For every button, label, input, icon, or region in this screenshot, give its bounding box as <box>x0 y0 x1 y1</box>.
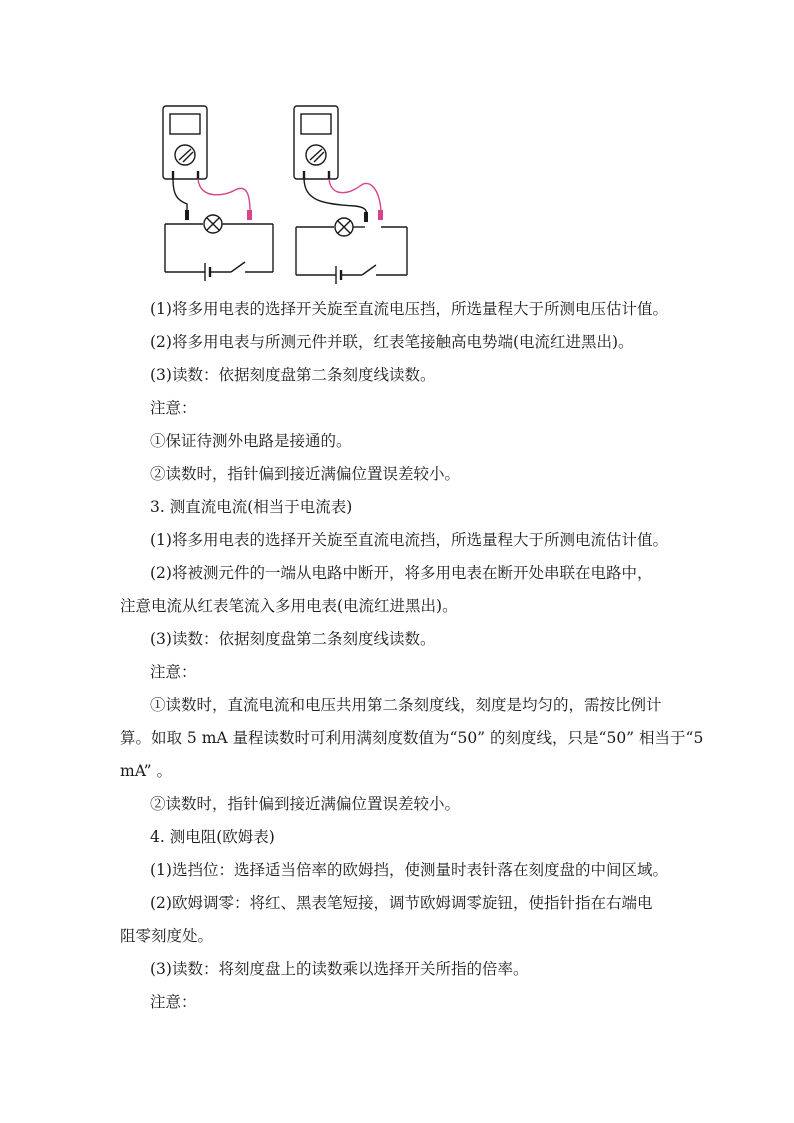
right-circuit <box>296 218 407 284</box>
right-multimeter <box>294 106 338 179</box>
resistance-step-2-line-2: 阻零刻度处。 <box>120 927 214 945</box>
resistance-step-2-line-1: (2)欧姆调零：将红、黑表笔短接，调节欧姆调零旋钮，使指针指在右端电 <box>150 894 653 912</box>
voltage-step-1: (1)将多用电表的选择开关旋至直流电压挡，所选量程大于所测电压估计值。 <box>150 300 668 318</box>
current-note-1-line-3: mA” 。 <box>120 762 172 780</box>
current-step-3: (3)读数：依据刻度盘第二条刻度线读数。 <box>150 630 436 648</box>
left-circuit <box>165 215 273 281</box>
section-heading-resistance: 4. 测电阻(欧姆表) <box>150 828 275 846</box>
left-black-probe-lead <box>173 179 187 212</box>
voltage-note-1: ①保证待测外电路是接通的。 <box>150 432 352 450</box>
current-note-1-line-2: 算。如取 5 mA 量程读数时可利用满刻度数值为“50” 的刻度线，只是“50” 相当于“5 <box>120 729 704 747</box>
multimeter-circuit-figure <box>155 100 425 285</box>
current-note-heading: 注意： <box>150 663 197 681</box>
current-note-1-line-1: ①读数时，直流电流和电压共用第二条刻度线，刻度是均匀的，需按比例计 <box>150 696 662 714</box>
current-note-2: ②读数时，指针偏到接近满偏位置误差较小。 <box>150 795 461 813</box>
voltage-note-heading: 注意： <box>150 399 197 417</box>
section-heading-current: 3. 测直流电流(相当于电流表) <box>150 498 353 516</box>
voltage-note-2: ②读数时，指针偏到接近满偏位置误差较小。 <box>150 465 461 483</box>
right-black-probe-tip <box>364 212 368 222</box>
right-red-probe-lead <box>329 179 381 212</box>
left-black-probe-tip <box>185 210 189 220</box>
current-step-2-line-2: 注意电流从红表笔流入多用电表(电流红进黑出)。 <box>120 597 458 615</box>
current-step-1: (1)将多用电表的选择开关旋至直流电流挡，所选量程大于所测电流估计值。 <box>150 531 668 549</box>
left-multimeter <box>163 106 207 179</box>
left-red-probe-lead <box>198 179 250 212</box>
right-black-probe-lead <box>304 179 367 216</box>
current-step-2-line-1: (2)将被测元件的一端从电路中断开，将多用电表在断开处串联在电路中， <box>150 564 653 582</box>
resistance-note-heading: 注意： <box>150 993 197 1011</box>
resistance-step-1: (1)选挡位：选择适当倍率的欧姆挡，使测量时表针落在刻度盘的中间区域。 <box>150 861 668 879</box>
resistance-step-3: (3)读数：将刻度盘上的读数乘以选择开关所指的倍率。 <box>150 960 529 978</box>
voltage-step-2: (2)将多用电表与所测元件并联，红表笔接触高电势端(电流红进黑出)。 <box>150 333 634 351</box>
left-red-probe-tip <box>247 210 252 220</box>
voltage-step-3: (3)读数：依据刻度盘第二条刻度线读数。 <box>150 366 436 384</box>
right-red-probe-tip <box>378 210 383 220</box>
